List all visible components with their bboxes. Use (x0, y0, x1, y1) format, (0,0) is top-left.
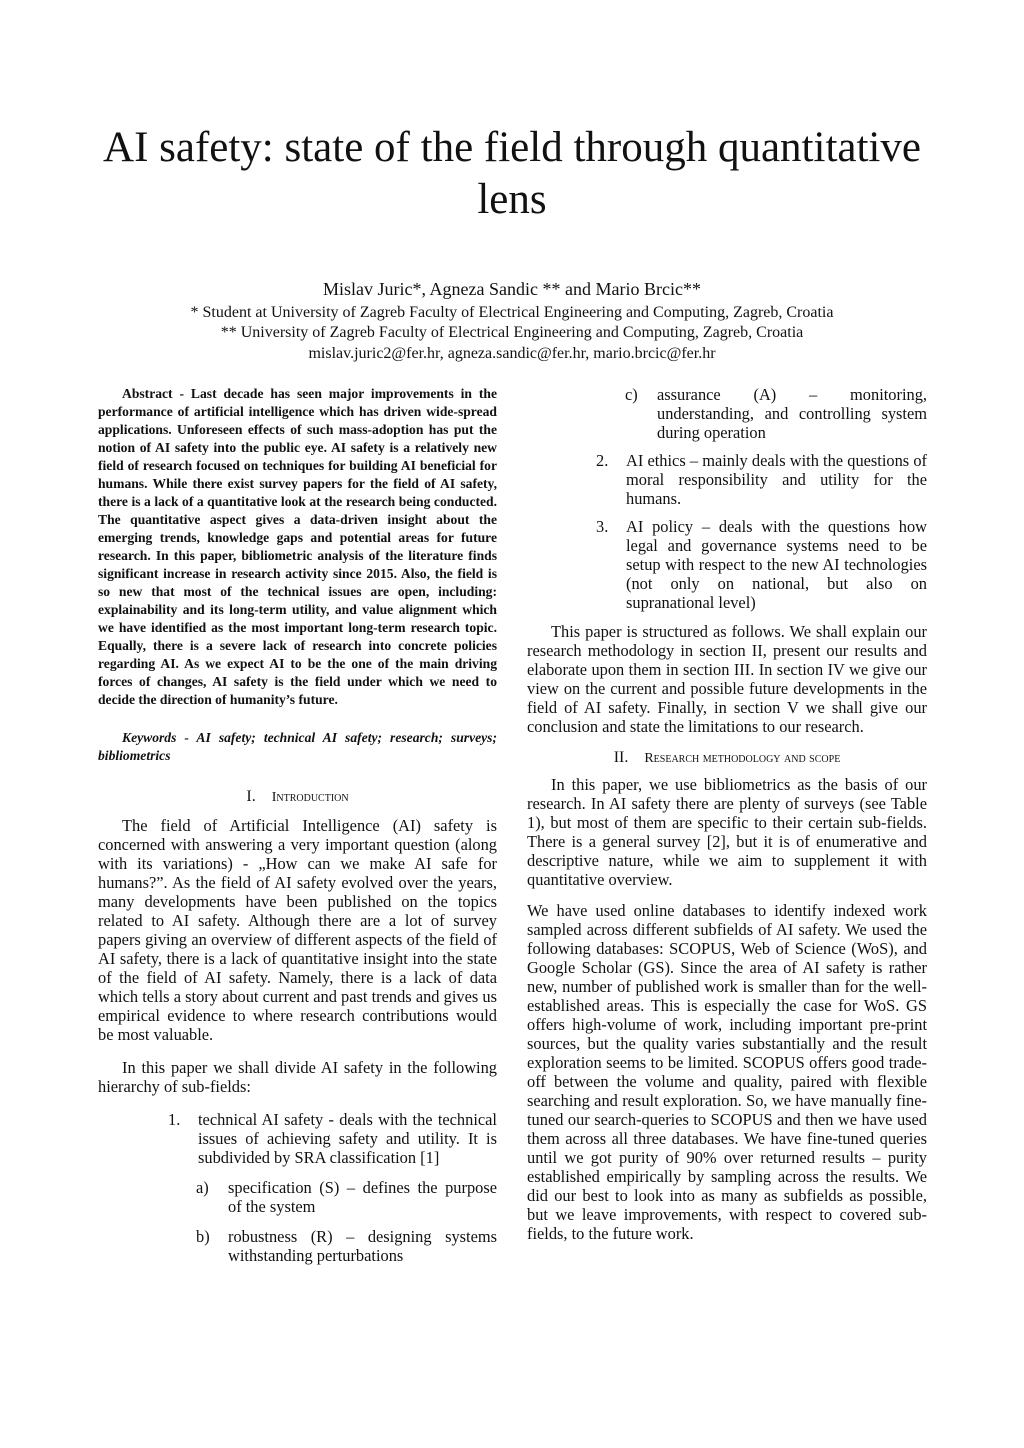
list-item-text: AI policy – deals with the questions how legal and governance systems need to be setup with respect to the new AI technologies (not only on national, but also on supranational level) (626, 517, 927, 612)
list-item-text: AI ethics – mainly deals with the questions of moral responsibility and utility for the humans. (626, 451, 927, 508)
list-item-text: robustness (R) – designing systems withstanding perturbations (228, 1227, 497, 1265)
list-item-text: assurance (A) – monitoring, understanding, and controlling system during operation (657, 385, 927, 442)
list-item (596, 451, 927, 508)
list-marker: 3. (596, 517, 609, 536)
author-emails: mislav.juric2@fer.hr, agneza.sandic@fer.hr, mario.brcic@fer.hr (308, 345, 716, 362)
list-marker: a) (196, 1178, 209, 1197)
list-item (196, 1178, 497, 1216)
intro-paragraph-3: This paper is structured as follows. We shall explain our research methodology in section II, present our results and elaborate upon them in section III. In section IV we give our view on the current and possible future developments in the field of AI safety. Finally, in section V we shall give our conclusion and state the limitations to our research. (527, 622, 927, 736)
section-heading-introduction (98, 787, 497, 808)
section-title: Research methodology and scope (644, 751, 841, 766)
list-item-text: technical AI safety - deals with the technical issues of achieving safety and utility. It is subdivided by SRA classification [1] (198, 1110, 497, 1167)
intro-paragraph-1: The field of Artificial Intelligence (AI) safety is concerned with answering a very important question (along with its variations) - „How can we make AI safe for humans?”. As the field of AI safety evolved over the years, many developments have been published on the topics related to AI safety. Although there are a lot of survey papers giving an overview of different aspects of the field of AI safety, there is a lack of quantitative insight into the state of the field of AI safety. Namely, there is a lack of data which tells a story about current and past trends and gives us empirical evidence to where research contributions would be most valuable. (98, 816, 497, 1044)
list-marker: 2. (596, 451, 609, 470)
list-item-text: specification (S) – defines the purpose of the system (228, 1178, 497, 1216)
keywords: Keywords - AI safety; technical AI safety; research; surveys; bibliometrics (98, 730, 497, 763)
list-marker: 1. (168, 1110, 181, 1129)
intro-paragraph-2: In this paper we shall divide AI safety in the following hierarchy of sub-fields: (98, 1058, 497, 1096)
affiliation-student: * Student at University of Zagreb Faculty of Electrical Engineering and Computing, Zagreb, Croatia (190, 304, 834, 321)
section-heading-methodology (527, 748, 927, 769)
list-item (196, 1227, 497, 1265)
list-marker: c) (625, 385, 638, 404)
methodology-paragraph-1: In this paper, we use bibliometrics as the basis of our research. In AI safety there are plenty of surveys (see Table 1), but most of them are specific to their certain sub-fields. There is a general survey [2], but it is of enumerative and descriptive nature, while we aim to supplement it with quantitative overview. (527, 775, 927, 889)
affiliation-university: ** University of Zagreb Faculty of Electrical Engineering and Computing, Zagreb, Croatia (220, 324, 804, 341)
left-column (98, 385, 497, 1265)
author-list: Mislav Juric*, Agneza Sandic ** and Mario Brcic** (323, 279, 701, 299)
abstract: Abstract - Last decade has seen major improvements in the performance of artificial intelligence which has driven wide-spread applications. Unforeseen effects of such mass-adoption has put the notion of AI safety into the public eye. AI safety is a relatively new field of research focused on techniques for building AI beneficial for humans. While there exist survey papers for the field of AI safety, there is a lack of a quantitative look at the research being conducted. The quantitative aspect gives a data-driven insight about the emerging trends, knowledge gaps and potential areas for future research. In this paper, bibliometric analysis of the literature finds significant increase in research activity since 2015. Also, the field is so new that most of the technical issues are open, including: explainability and its long-term utility, and value alignment which we have identified as the most important long-term research topic. Equally, there is a severe lack of research into concrete policies regarding AI. As we expect AI to be the one of the main driving forces of changes, AI safety is the field under which we need to decide the direction of humanity’s future. (98, 386, 497, 707)
paper-title: AI safety: state of the field through quantitative lens (103, 124, 921, 223)
section-number: II. (613, 749, 629, 766)
list-item (625, 385, 927, 442)
right-column (527, 385, 927, 1243)
section-number: I. (246, 788, 256, 805)
methodology-paragraph-2: We have used online databases to identify indexed work sampled across different subfields of AI safety. We used the following databases: SCOPUS, Web of Science (WoS), and Google Scholar (GS). Since the area of AI safety is rather new, number of published work is smaller than for the well-established areas. This is especially the case for WoS. GS offers high-volume of work, including important pre-print sources, but the quality varies substantially and the result exploration seems to be limited. SCOPUS offers good trade-off between the volume and quality, paired with flexible searching and result exploration. So, we have manually fine-tuned our search-queries to SCOPUS and then we have used them across all three databases. We have fine-tuned queries until we got purity of 90% over returned results – purity established empirically by sampling across the results. We did our best to look into as many as subfields as possible, but we leave improvements, with respect to covered sub-fields, to the future work. (527, 901, 927, 1243)
section-title: Introduction (271, 790, 349, 805)
list-item (168, 1110, 497, 1167)
list-marker: b) (196, 1227, 210, 1246)
list-item (596, 517, 927, 612)
